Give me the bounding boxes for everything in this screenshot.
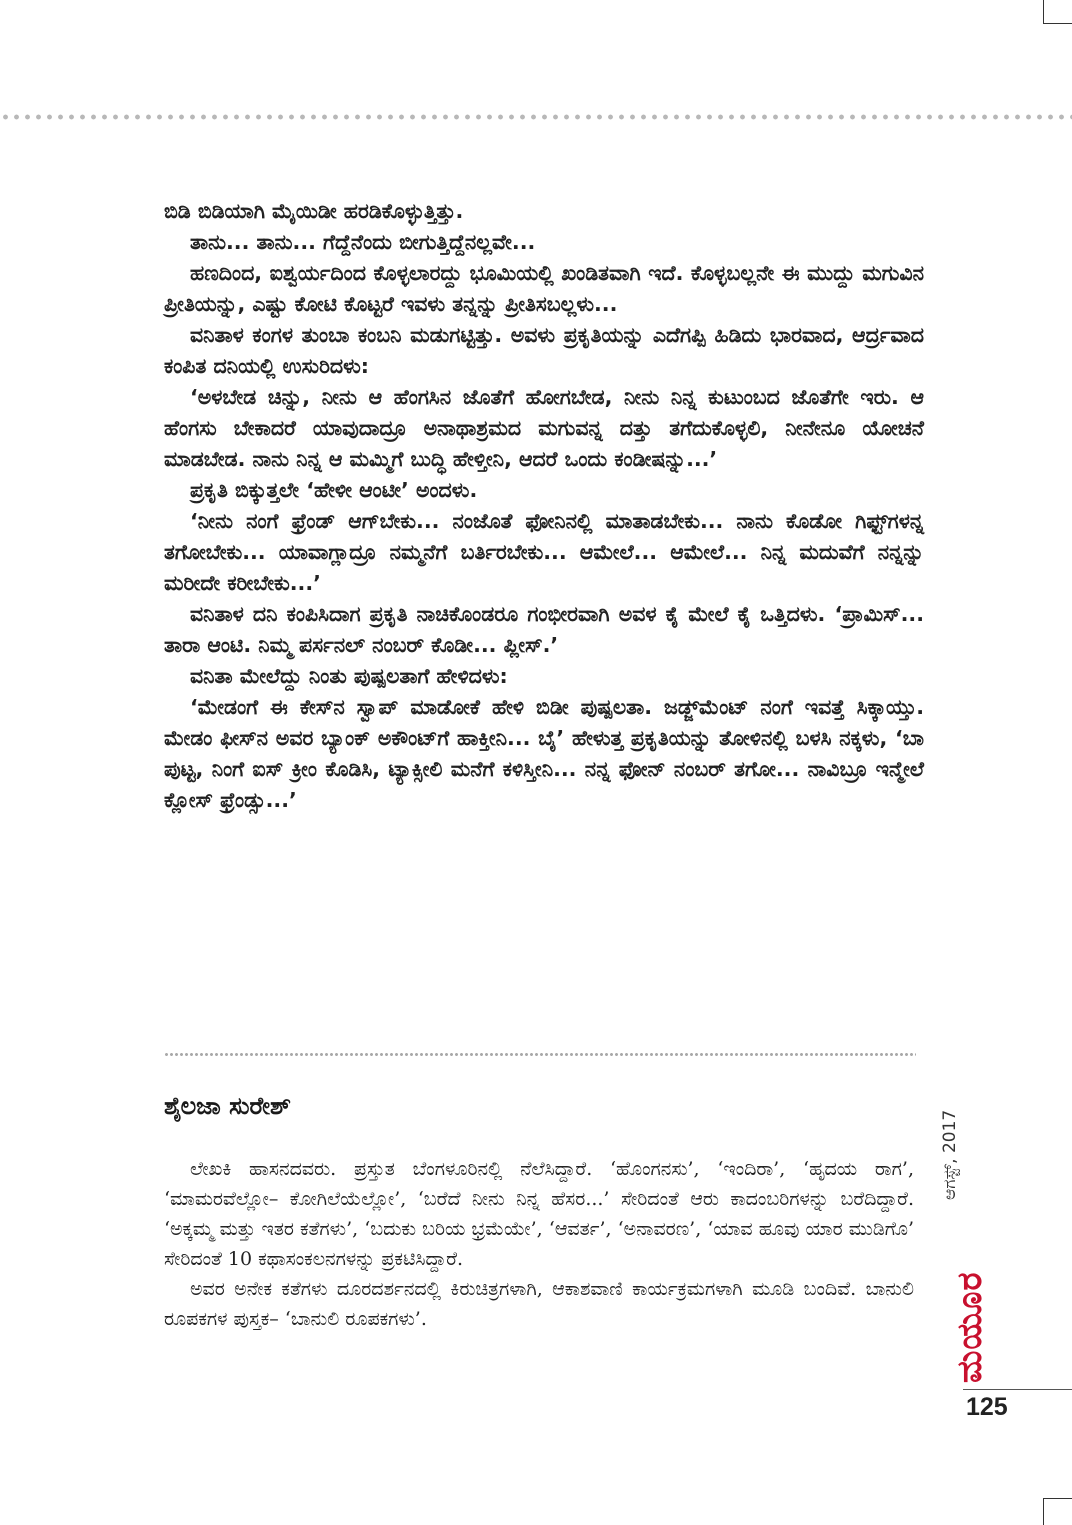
story-paragraph: ‘ಮೇಡಂಗೆ ಈ ಕೇಸ್‌ನ ಸ್ವಾಪ್ ಮಾಡೋಕೆ ಹೇಳಿ ಬಿಡೀ ಪುಷ್ಪಲತಾ. ಜಡ್ಜ್‌ಮೆಂಟ್ ನಂಗೆ ಇವತ್ತೆ ಸಿಕ್ಕಾಯ್ತು. ಮೇಡಂ ಫೀಸ್‌ನ ಅವರ ಬ್ಯಾಂಕ್ ಅಕೌಂಟ್‌ಗೆ ಹಾಕ್ತೀನಿ... ಬೈ’ ಹೇಳುತ್ತ ಪ್ರಕೃತಿಯನ್ನು ತೋಳಿನಲ್ಲಿ ಬಳಸಿ ನಕ್ಕಳು, ‘ಬಾ ಪುಟ್ಟ, ನಿಂಗೆ ಐಸ್ ಕ್ರೀಂ ಕೊಡಿಸಿ, ಟ್ಯಾಕ್ಸೀಲಿ ಮನೆಗೆ ಕಳಿಸ್ತೀನಿ... ನನ್ನ ಫೋನ್ ನಂಬರ್ ತಗೋ... ನಾವಿಬ್ರೂ ಇನ್ಮೇಲೆ ಕ್ಲೋಸ್ ಫ್ರೆಂಡ್ಸು...’ <box>164 695 924 812</box>
author-bio <box>164 1154 914 1334</box>
page-number: 125 <box>966 1393 1008 1421</box>
story-paragraph: ‘ನೀನು ನಂಗೆ ಫ್ರೆಂಡ್ ಆಗ್‌ಬೇಕು... ನಂಜೊತೆ ಫೋನಿನಲ್ಲಿ ಮಾತಾಡಬೇಕು... ನಾನು ಕೊಡೋ ಗಿಫ್ಟ್‌ಗಳನ್ನ ತಗೋಬೇಕು... ಯಾವಾಗ್ಲಾದ್ರೂ ನಮ್ಮನೆಗೆ ಬರ್ತಿರಬೇಕು... ಆಮೇಲೆ... ಆಮೇಲೆ... ನಿನ್ನ ಮದುವೆಗೆ ನನ್ನನ್ನು ಮರೀದೇ ಕರೀಬೇಕು...’ <box>164 509 924 595</box>
section-dotted-divider <box>164 1052 916 1057</box>
story-paragraph: ವನಿತಾಳ ದನಿ ಕಂಪಿಸಿದಾಗ ಪ್ರಕೃತಿ ನಾಚಿಕೊಂಡರೂ ಗಂಭೀರವಾಗಿ ಅವಳ ಕೈ ಮೇಲೆ ಕೈ ಒತ್ತಿದಳು. ‘ಪ್ರಾಮಿಸ್... ತಾರಾ ಆಂಟಿ. ನಿಮ್ಮ ಪರ್ಸನಲ್ ನಂಬರ್ ಕೊಡೀ... ಪ್ಲೀಸ್.’ <box>164 602 924 657</box>
folio-rule <box>963 1389 1072 1390</box>
magazine-name: ಮಯೂರ <box>950 1271 990 1383</box>
issue-date: ಆಗಸ್ಟ್, 2017 <box>940 1109 960 1200</box>
story-paragraph: ಬಿಡಿ ಬಿಡಿಯಾಗಿ ಮೈಯಿಡೀ ಹರಡಿಕೊಳ್ಳುತ್ತಿತ್ತು. <box>164 199 464 223</box>
crop-mark-top-right-vertical <box>1043 0 1044 24</box>
story-paragraph: ವನಿತಾಳ ಕಂಗಳ ತುಂಬಾ ಕಂಬನಿ ಮಡುಗಟ್ಟಿತ್ತು. ಅವಳು ಪ್ರಕೃತಿಯನ್ನು ಎದೆಗಪ್ಪಿ ಹಿಡಿದು ಭಾರವಾದ, ಆರ್ದ್ರವಾದ ಕಂಪಿತ ದನಿಯಲ್ಲಿ ಉಸುರಿದಳು: <box>164 323 924 378</box>
crop-mark-bottom-right-horizontal <box>1043 1498 1072 1499</box>
story-paragraph: ಹಣದಿಂದ, ಐಶ್ವರ್ಯದಿಂದ ಕೊಳ್ಳಲಾರದ್ದು ಭೂಮಿಯಲ್ಲಿ ಖಂಡಿತವಾಗಿ ಇದೆ. ಕೊಳ್ಳಬಲ್ಲನೇ ಈ ಮುದ್ದು ಮಗುವಿನ ಪ್ರೀತಿಯನ್ನು, ಎಷ್ಟು ಕೋಟಿ ಕೊಟ್ಟರೆ ಇವಳು ತನ್ನನ್ನು ಪ್ರೀತಿಸಬಲ್ಲಳು... <box>164 261 924 316</box>
story-paragraph: ಪ್ರಕೃತಿ ಬಿಕ್ಕುತ್ತಲೇ ‘ಹೇಳೀ ಆಂಟೀ’ ಅಂದಳು. <box>190 478 478 502</box>
story-paragraph: ತಾನು... ತಾನು... ಗೆದ್ದೆನೆಂದು ಬೀಗುತ್ತಿದ್ದೆನಲ್ಲವೇ... <box>190 230 536 254</box>
crop-mark-bottom-right-vertical <box>1043 1498 1044 1525</box>
author-name: ಶೈಲಜಾ ಸುರೇಶ್ <box>164 1092 291 1120</box>
crop-mark-top-right-horizontal <box>1043 23 1072 24</box>
story-paragraph: ‘ಅಳಬೇಡ ಚಿನ್ನು, ನೀನು ಆ ಹೆಂಗಸಿನ ಜೊತೆಗೆ ಹೋಗಬೇಡ, ನೀನು ನಿನ್ನ ಕುಟುಂಬದ ಜೊತೆಗೇ ಇರು. ಆ ಹೆಂಗಸು ಬೇಕಾದರೆ ಯಾವುದಾದ್ರೂ ಅನಾಥಾಶ್ರಮದ ಮಗುವನ್ನ ದತ್ತು ತಗೆದುಕೊಳ್ಳಲಿ, ನೀನೇನೂ ಯೋಚನೆ ಮಾಡಬೇಡ. ನಾನು ನಿನ್ನ ಆ ಮಮ್ಮಿಗೆ ಬುದ್ಧಿ ಹೇಳ್ತೀನಿ, ಆದರೆ ಒಂದು ಕಂಡೀಷನ್ನು...’ <box>164 385 924 471</box>
top-dotted-divider <box>0 113 1072 121</box>
story-text <box>164 196 924 816</box>
bio-paragraph: ಲೇಖಕಿ ಹಾಸನದವರು. ಪ್ರಸ್ತುತ ಬೆಂಗಳೂರಿನಲ್ಲಿ ನೆಲೆಸಿದ್ದಾರೆ. ‘ಹೊಂಗನಸು’, ‘ಇಂದಿರಾ’, ‘ಹೃದಯ ರಾಗ’, ‘ಮಾಮರವೆಲ್ಲೋ– ಕೋಗಿಲೆಯೆಲ್ಲೋ’, ‘ಬರೆದೆ ನೀನು ನಿನ್ನ ಹೆಸರ...’ ಸೇರಿದಂತೆ ಆರು ಕಾದಂಬರಿಗಳನ್ನು ಬರೆದಿದ್ದಾರೆ. ‘ಅಕ್ಕಮ್ಮ ಮತ್ತು ಇತರ ಕತೆಗಳು’, ‘ಬದುಕು ಬರಿಯ ಭ್ರಮೆಯೇ’, ‘ಆವರ್ತ’, ‘ಅನಾವರಣ’, ‘ಯಾವ ಹೂವು ಯಾರ ಮುಡಿಗೊ’ ಸೇರಿದಂತೆ 10 ಕಥಾಸಂಕಲನಗಳನ್ನು ಪ್ರಕಟಿಸಿದ್ದಾರೆ. <box>164 1158 914 1270</box>
bio-paragraph: ಅವರ ಅನೇಕ ಕತೆಗಳು ದೂರದರ್ಶನದಲ್ಲಿ ಕಿರುಚಿತ್ರಗಳಾಗಿ, ಆಕಾಶವಾಣಿ ಕಾರ್ಯಕ್ರಮಗಳಾಗಿ ಮೂಡಿ ಬಂದಿವೆ. ಬಾನುಲಿ ರೂಪಕಗಳ ಪುಸ್ತಕ– ‘ಬಾನುಲಿ ರೂಪಕಗಳು’. <box>164 1278 914 1330</box>
story-paragraph: ವನಿತಾ ಮೇಲೆದ್ದು ನಿಂತು ಪುಷ್ಪಲತಾಗೆ ಹೇಳಿದಳು: <box>190 664 508 688</box>
